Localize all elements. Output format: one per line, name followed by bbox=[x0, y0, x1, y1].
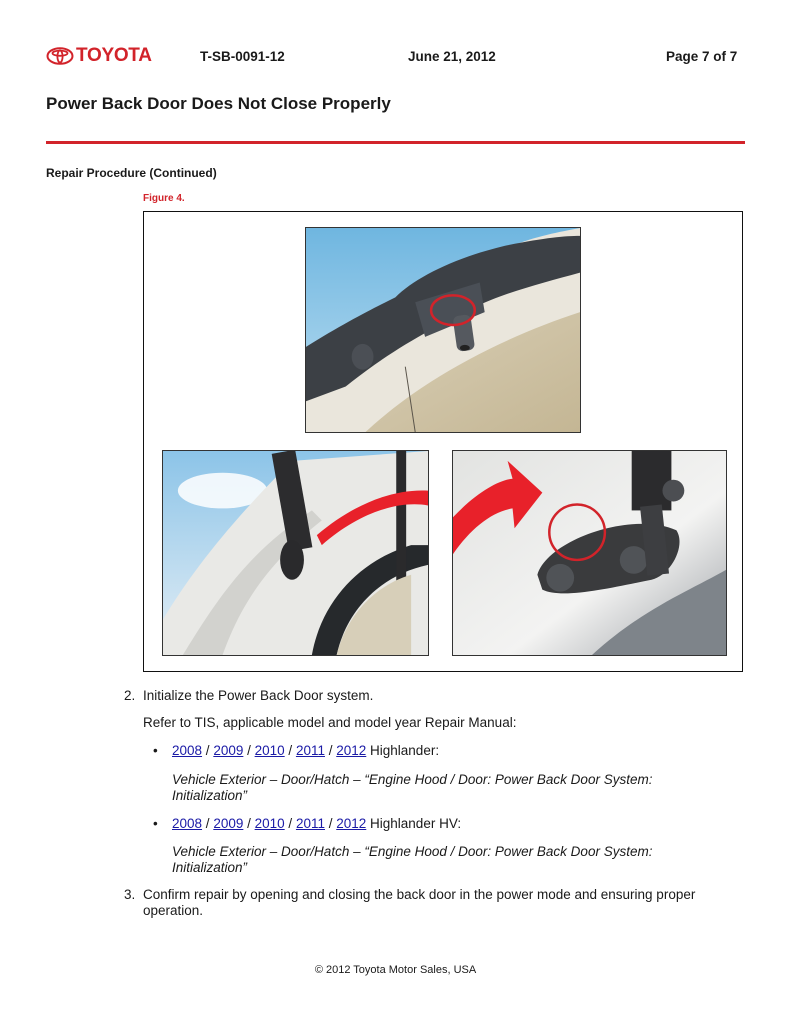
toyota-emblem-icon bbox=[46, 47, 74, 65]
brand-name: TOYOTA bbox=[76, 45, 152, 66]
bullet-2-path-line1: Vehicle Exterior – Door/Hatch – “Engine Hood / Door: Power Back Door System: bbox=[172, 844, 653, 859]
model-name: Highlander HV: bbox=[366, 816, 462, 831]
doc-number: T-SB-0091-12 bbox=[200, 49, 285, 64]
step-2-text: Initialize the Power Back Door system. bbox=[143, 688, 374, 703]
step-3-line1: Confirm repair by opening and closing the back door in the power mode and ensuring proper bbox=[143, 887, 696, 902]
bullet-1-line: 2008 / 2009 / 2010 / 2011 / 2012 Highlander: bbox=[172, 743, 440, 758]
bullet-1-path-line1: Vehicle Exterior – Door/Hatch – “Engine Hood / Door: Power Back Door System: bbox=[172, 772, 653, 787]
step-3-number: 3. bbox=[124, 887, 136, 902]
title-divider bbox=[46, 141, 745, 144]
copyright-footer: © 2012 Toyota Motor Sales, USA bbox=[314, 964, 477, 976]
link-2008-highlander-hv[interactable]: 2008 bbox=[172, 816, 203, 831]
model-name: Highlander: bbox=[366, 743, 440, 758]
doc-date: June 21, 2012 bbox=[408, 49, 496, 64]
photo-bracket-zoomed bbox=[452, 450, 727, 656]
step-2-refer: Refer to TIS, applicable model and model year Repair Manual: bbox=[143, 715, 517, 730]
step-3-line2: operation. bbox=[143, 903, 204, 918]
link-2012-highlander[interactable]: 2012 bbox=[336, 743, 367, 758]
photo-hinge-bracket-closeup bbox=[305, 227, 581, 433]
link-2010-highlander-hv[interactable]: 2010 bbox=[254, 816, 285, 831]
page-title: Power Back Door Does Not Close Properly bbox=[46, 94, 391, 113]
link-2011-highlander[interactable]: 2011 bbox=[295, 743, 325, 758]
bullet-icon: • bbox=[153, 816, 158, 831]
toyota-logo bbox=[46, 45, 152, 67]
photo-strut-at-body bbox=[162, 450, 429, 656]
link-2012-highlander-hv[interactable]: 2012 bbox=[336, 816, 367, 831]
bullet-icon: • bbox=[153, 743, 158, 758]
figure-label: Figure 4. bbox=[143, 193, 185, 204]
bullet-2-line: 2008 / 2009 / 2010 / 2011 / 2012 Highlander HV: bbox=[172, 816, 462, 831]
bullet-1-path-line2: Initialization” bbox=[172, 788, 248, 803]
link-2009-highlander-hv[interactable]: 2009 bbox=[213, 816, 244, 831]
step-2-number: 2. bbox=[124, 688, 136, 703]
bullet-2-path-line2: Initialization” bbox=[172, 860, 248, 875]
link-2011-highlander-hv[interactable]: 2011 bbox=[295, 816, 325, 831]
link-2010-highlander[interactable]: 2010 bbox=[254, 743, 285, 758]
section-heading: Repair Procedure (Continued) bbox=[46, 166, 217, 180]
link-2008-highlander[interactable]: 2008 bbox=[172, 743, 203, 758]
link-2009-highlander[interactable]: 2009 bbox=[213, 743, 244, 758]
page-indicator: Page 7 of 7 bbox=[666, 49, 738, 64]
